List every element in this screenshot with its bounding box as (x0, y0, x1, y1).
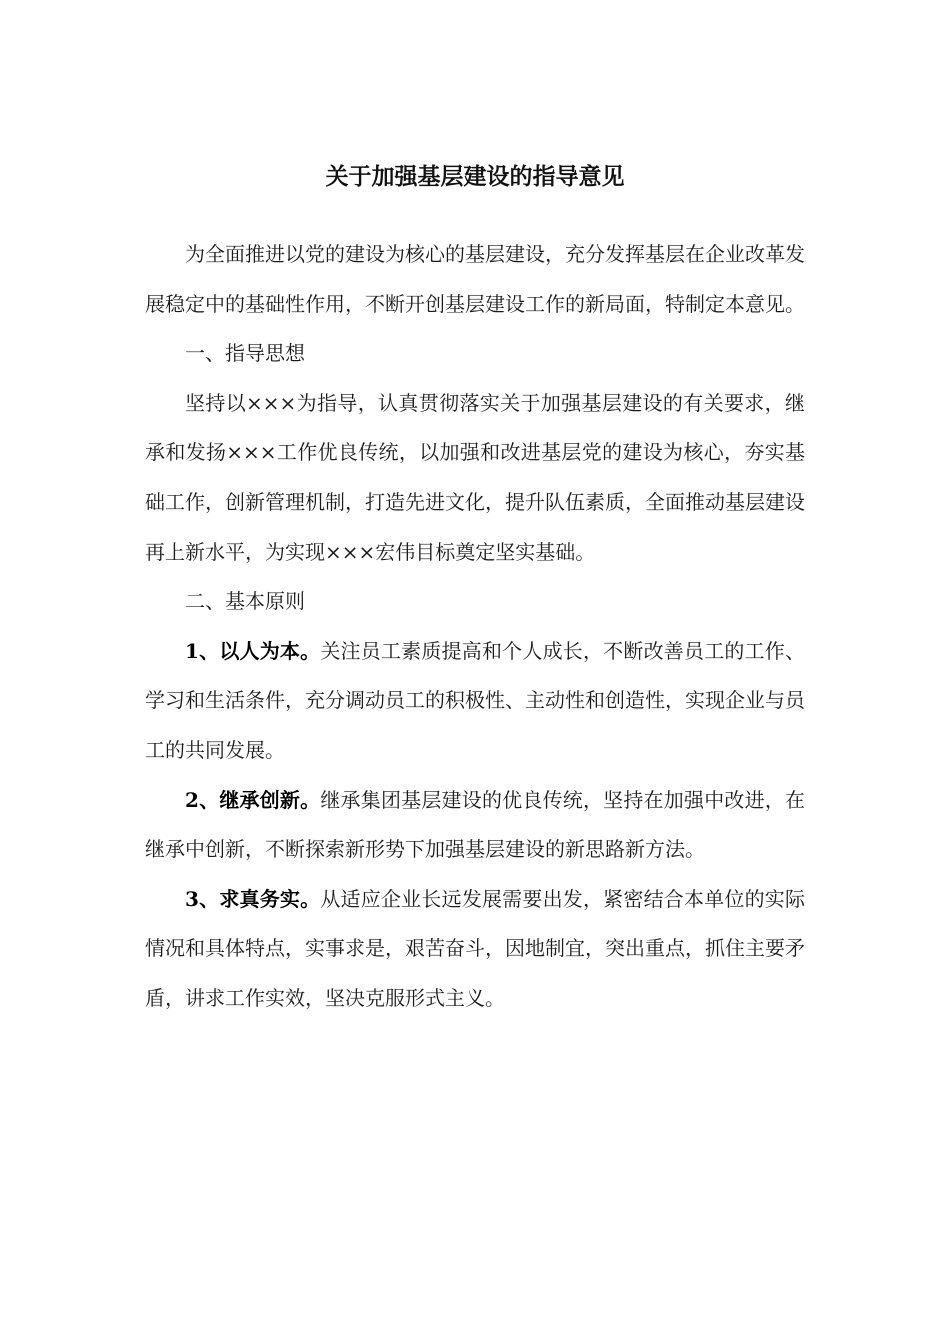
principle-label-2: 2、继承创新。 (185, 787, 321, 812)
principle-text-3: 从适应企业长远发展需要出发，紧密结合本单位的实际情况和具体特点，实事求是，艰苦奋斗，因地制宜，突出重点，抓住主要矛盾，讲求工作实效，坚决克服形式主义。 (145, 886, 806, 1010)
principle-label-1: 1、以人为本。 (185, 638, 321, 663)
section-heading-basic-principles: 二、基本原则 (185, 589, 305, 614)
principle-text-1: 关注员工素质提高和个人成长，不断改善员工的工作、学习和生活条件，充分调动员工的积极性、主动性和创造性，实现企业与员工的共同发展。 (145, 638, 806, 762)
principle-label-3: 3、求真务实。 (185, 886, 321, 911)
document-title: 关于加强基层建设的指导意见 (325, 163, 625, 190)
intro-paragraph: 为全面推进以党的建设为核心的基层建设，充分发挥基层在企业改革发展稳定中的基础性作用，不断开创基层建设工作的新局面，特制定本意见。 (145, 242, 805, 316)
guiding-thought-paragraph: 坚持以×××为指导，认真贯彻落实关于加强基层建设的有关要求，继承和发扬×××工作优良传统，以加强和改进基层党的建设为核心，夯实基础工作，创新管理机制，打造先进文化，提升队伍素质，全面推动基层建设再上新水平，为实现×××宏伟目标奠定坚实基础。 (145, 390, 805, 564)
document-body (145, 230, 805, 1024)
principle-paragraph-3 (145, 875, 805, 1024)
principle-paragraph-2 (145, 776, 805, 875)
section-heading-guiding-thought: 一、指导思想 (185, 341, 305, 366)
principle-paragraph-1 (145, 627, 805, 776)
principle-text-2: 继承集团基层建设的优良传统，坚持在加强中改进，在继承中创新，不断探索新形势下加强基层建设的新思路新方法。 (145, 787, 806, 862)
